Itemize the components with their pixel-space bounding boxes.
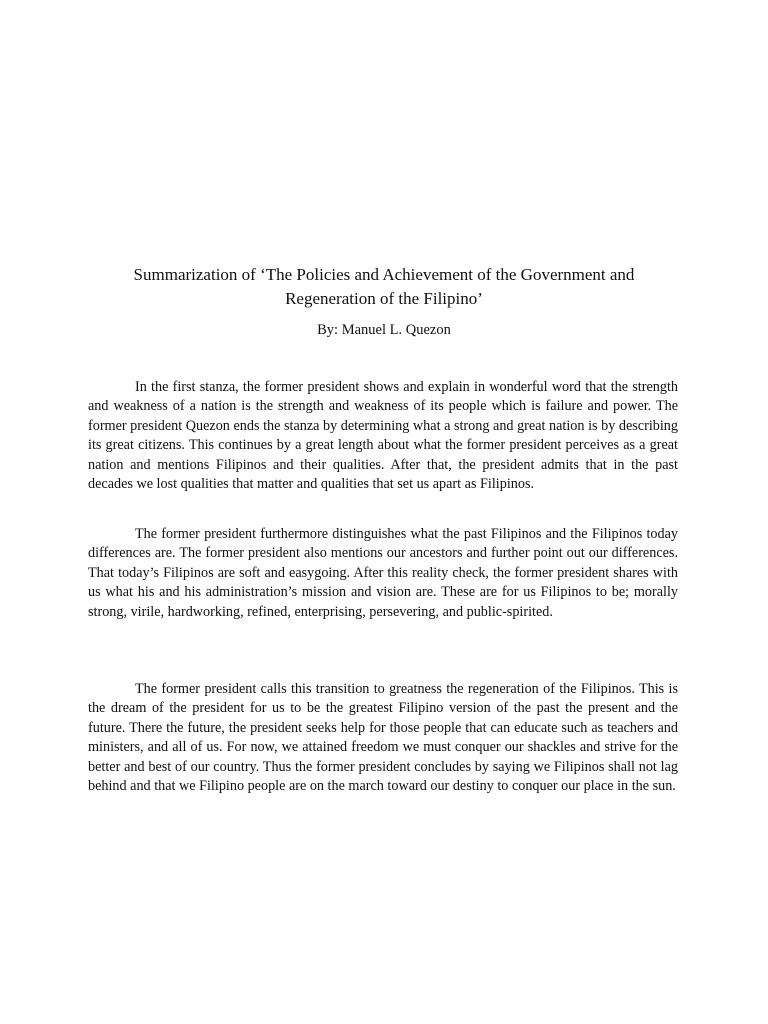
paragraph-1: In the first stanza, the former president shows and explain in wonderful word that the strength and weakness of a nation is the strength and weakness of its people which is failure and power. The former president Quezon ends the stanza by determining what a strong and great nation is by describing its great citizens. This continues by a great length about what the former president perceives as a great nation and mentions Filipinos and their qualities. After that, the president admits that in the past decades we lost qualities that matter and qualities that set us apart as Filipinos. [88, 379, 678, 493]
document-title [88, 263, 680, 311]
document-title-line-1: Summarization of ‘The Policies and Achievement of the Government and [133, 265, 635, 284]
author-byline: By: Manuel L. Quezon [317, 322, 451, 338]
paragraph-3: The former president calls this transition to greatness the regeneration of the Filipinos. This is the dream of the president for us to be the greatest Filipino version of the past the present and the future. There the future, the president seeks help for those people that can educate such as teachers and ministers, and all of us. For now, we attained freedom we must conquer our shackles and strive for the better and best of our country. Thus the former president concludes by saying we Filipinos shall not lag behind and that we Filipino people are on the march toward our destiny to conquer our place in the sun. [88, 681, 678, 795]
document-title-line-2: Regeneration of the Filipino’ [285, 289, 483, 308]
paragraph-2: The former president furthermore distinguishes what the past Filipinos and the Filipinos today differences are. The former president also mentions our ancestors and further point out our differences. That today’s Filipinos are soft and easygoing. After this reality check, the former president shares with us what his and his administration’s mission and vision are. These are for us Filipinos to be; morally strong, virile, hardworking, refined, enterprising, persevering, and public-spirited. [88, 526, 678, 620]
